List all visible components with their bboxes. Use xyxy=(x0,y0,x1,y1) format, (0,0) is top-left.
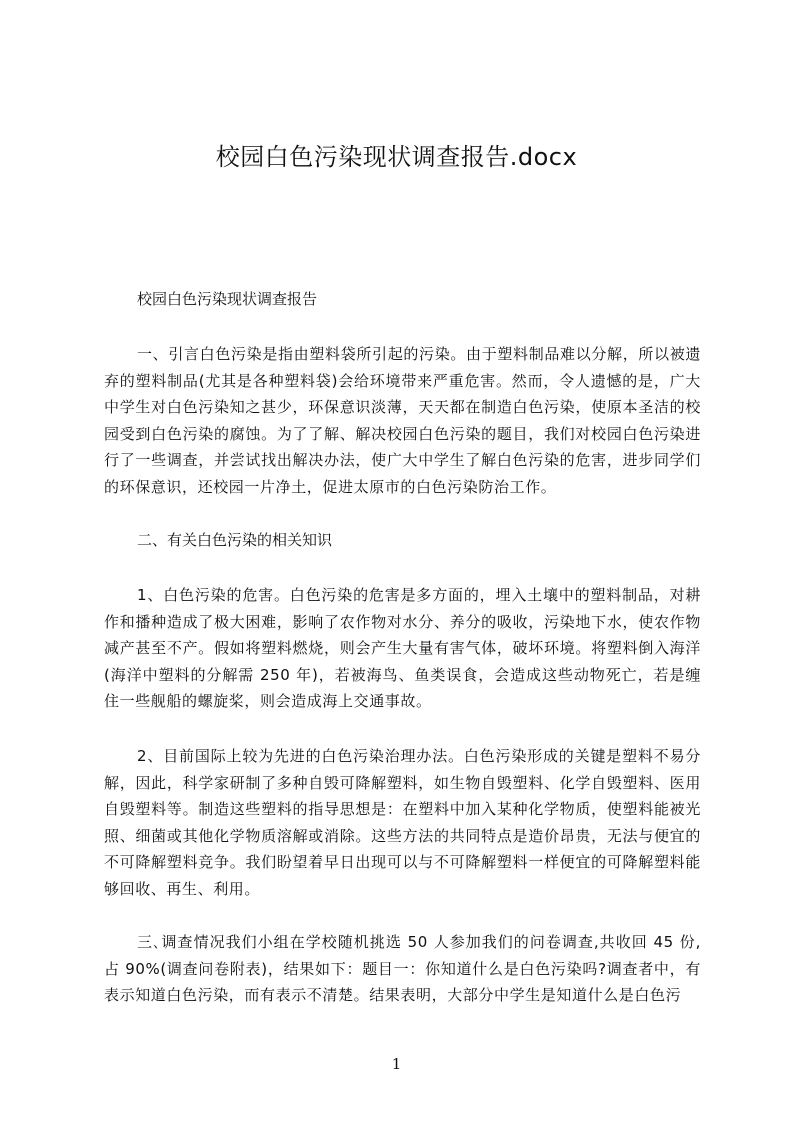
survey-paragraph: 三､调查情况我们小组在学校随机挑选 50 人参加我们的问卷调查,共收回 45 份,占 90%(调查问卷附表)，结果如下：题目一：你知道什么是白色污染吗?调查者中，有表示知道白色污染，而有表示不清楚。结果表明，大部分中学生是知道什么是白色污 xyxy=(104,933,701,1005)
methods-paragraph: 2、目前国际上较为先进的白色污染治理办法。白色污染形成的关键是塑料不易分解，因此，科学家研制了多种自毁可降解塑料，如生物自毁塑料、化学自毁塑料、医用自毁塑料等。制造这些塑料的指导思想是：在塑料中加入某种化学物质，使塑料能被光照、细菌或其他化学物质溶解或消除。这些方法的共同特点是造价昂贵，无法与便宜的不可降解塑料竞争。我们盼望着早日出现可以与不可降解塑料一样便宜的可降解塑料能够回收、再生、利用。 xyxy=(104,747,701,898)
report-title: 校园白色污染现状调查报告 xyxy=(137,290,318,308)
section-2-heading: 二、有关白色污染的相关知识 xyxy=(137,531,333,549)
harm-paragraph: 1、白色污染的危害。白色污染的危害是多方面的，埋入土壤中的塑料制品，对耕作和播种造成了极大困难，影响了农作物对水分、养分的吸收，污染地下水，使农作物减产甚至不产。假如将塑料燃烧，则会产生大量有害气体，破坏环境。将塑料倒入海洋(海洋中塑料的分解需 250 年)，若被海鸟、鱼类误食，会造成这些动物死亡，若是缠住一些舰船的螺旋桨，则会造成海上交通事故。 xyxy=(104,586,701,711)
page-number: 1 xyxy=(391,1055,402,1073)
intro-paragraph: 一、引言白色污染是指由塑料袋所引起的污染。由于塑料制品难以分解，所以被遗弃的塑料制品(尤其是各种塑料袋)会给环境带来严重危害。然而，令人遗憾的是，广大中学生对白色污染知之甚少，环保意识淡薄，天天都在制造白色污染，使原本圣洁的校园受到白色污染的腐蚀。为了了解、解决校园白色污染的题目，我们对校园白色污染进行了一些调查，并尝试找出解决办法，使广大中学生了解白色污染的危害，进步同学们的环保意识，还校园一片净土，促进太原市的白色污染防治工作。 xyxy=(104,345,701,496)
document-file-title: 校园白色污染现状调查报告.docx xyxy=(215,143,578,171)
